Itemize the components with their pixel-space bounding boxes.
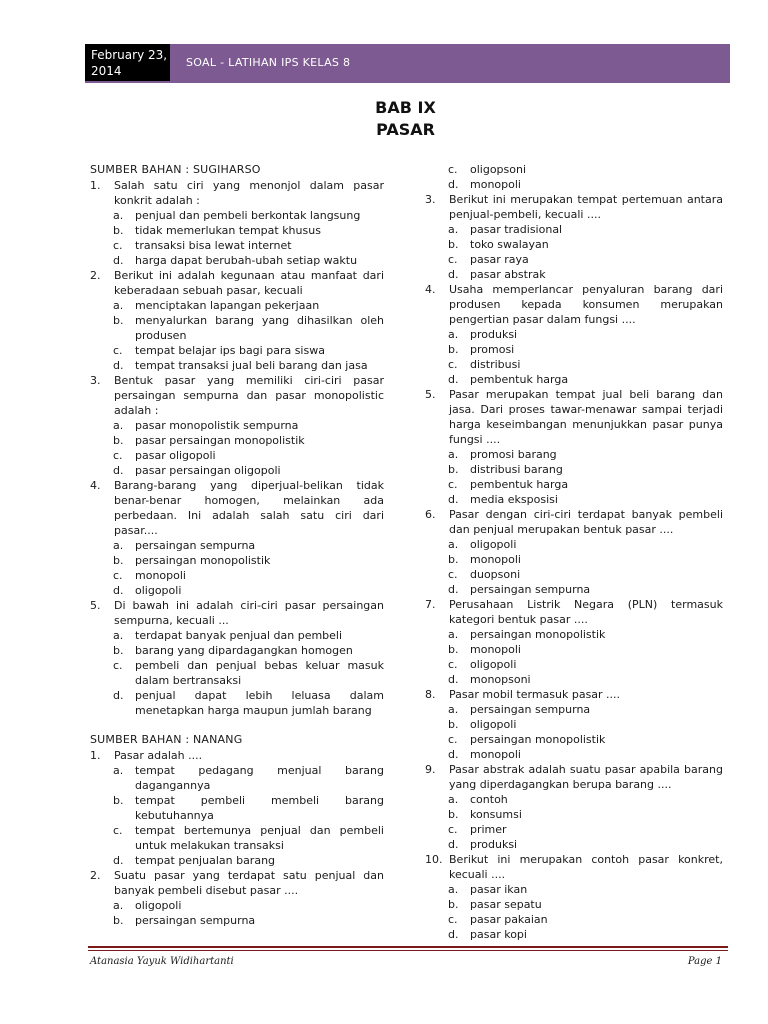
option-text: tempat penjualan barang	[135, 854, 276, 867]
option-letter: c.	[113, 239, 123, 252]
option-text: distribusi barang	[470, 463, 563, 476]
option-letter: a.	[448, 628, 459, 641]
question	[90, 598, 384, 628]
answer-option	[90, 823, 384, 853]
option-letter: d.	[448, 493, 459, 506]
option-text: tempat pembeli membeli barang kebutuhannya	[135, 794, 384, 822]
option-text: monopsoni	[470, 673, 531, 686]
option-letter: a.	[448, 223, 459, 236]
option-letter: c.	[113, 824, 123, 837]
option-letter: a.	[448, 793, 459, 806]
option-letter: a.	[113, 629, 124, 642]
option-letter: d.	[448, 268, 459, 281]
question-number: 7.	[425, 598, 436, 611]
option-letter: c.	[448, 163, 458, 176]
answer-option	[425, 747, 723, 762]
option-letter: b.	[448, 643, 459, 656]
option-text: transaksi bisa lewat internet	[135, 239, 292, 252]
option-text: harga dapat berubah-ubah setiap waktu	[135, 254, 358, 267]
question-number: 4.	[425, 283, 436, 296]
answer-option	[425, 702, 723, 717]
answer-option	[425, 657, 723, 672]
answer-option	[90, 298, 384, 313]
question-number: 5.	[425, 388, 436, 401]
answer-option	[425, 897, 723, 912]
option-text: pasar oligopoli	[135, 449, 216, 462]
option-text: pasar raya	[470, 253, 529, 266]
option-letter: a.	[448, 328, 459, 341]
option-letter: d.	[448, 583, 459, 596]
answer-option	[425, 567, 723, 582]
option-text: produksi	[470, 328, 518, 341]
answer-option	[90, 463, 384, 478]
option-letter: b.	[448, 553, 459, 566]
option-letter: a.	[448, 448, 459, 461]
chapter-title: BAB IX	[375, 98, 436, 117]
option-letter: b.	[113, 434, 124, 447]
option-text: primer	[470, 823, 507, 836]
option-text: pasar monopolistik sempurna	[135, 419, 299, 432]
option-text: barang yang dipardagangkan homogen	[135, 644, 353, 657]
option-letter: a.	[113, 209, 124, 222]
option-text: oligopoli	[470, 658, 517, 671]
right-column	[425, 162, 723, 942]
option-letter: b.	[113, 914, 124, 927]
option-letter: a.	[113, 419, 124, 432]
answer-option	[425, 372, 723, 387]
question	[425, 762, 723, 792]
question	[425, 852, 723, 882]
question	[90, 373, 384, 418]
answer-option	[425, 462, 723, 477]
topic-title: PASAR	[376, 120, 435, 139]
answer-option	[90, 358, 384, 373]
option-text: pasar tradisional	[470, 223, 563, 236]
option-text: oligopsoni	[470, 163, 527, 176]
answer-option	[90, 913, 384, 928]
answer-option	[90, 898, 384, 913]
answer-option	[425, 552, 723, 567]
answer-option	[425, 672, 723, 687]
option-text: duopsoni	[470, 568, 521, 581]
question-text: Salah satu ciri yang menonjol dalam pasar konkrit adalah :	[114, 179, 384, 207]
question	[425, 282, 723, 327]
option-text: monopoli	[135, 569, 186, 582]
option-letter: c.	[448, 358, 458, 371]
question-number: 2.	[90, 269, 101, 282]
answer-option	[90, 628, 384, 643]
answer-option	[425, 327, 723, 342]
answer-option	[90, 568, 384, 583]
option-text: penjual dan pembeli berkontak langsung	[135, 209, 361, 222]
option-letter: c.	[448, 478, 458, 491]
footer-page-number: Page 1	[687, 956, 722, 967]
option-letter: a.	[448, 703, 459, 716]
answer-option	[425, 807, 723, 822]
question-text: Pasar abstrak adalah suatu pasar apabila barang yang diperdagangkan berupa barang ....	[449, 763, 723, 791]
answer-option	[425, 642, 723, 657]
option-text: pasar abstrak	[470, 268, 546, 281]
question-text: Berikut ini adalah kegunaan atau manfaat dari keberadaan sebuah pasar, kecuali	[114, 269, 384, 297]
option-letter: c.	[448, 253, 458, 266]
answer-option	[425, 222, 723, 237]
option-letter: b.	[448, 808, 459, 821]
header-rule	[85, 81, 730, 83]
option-letter: b.	[113, 644, 124, 657]
option-letter: c.	[448, 913, 458, 926]
answer-option	[90, 583, 384, 598]
answer-option	[425, 492, 723, 507]
option-text: penjual dapat lebih leluasa dalam menetapkan harga maupun jumlah barang	[135, 689, 384, 717]
option-text: pasar sepatu	[470, 898, 542, 911]
option-letter: b.	[113, 314, 124, 327]
source-heading: SUMBER BAHAN : SUGIHARSO	[90, 163, 261, 176]
answer-option	[425, 177, 723, 192]
answer-option	[425, 732, 723, 747]
option-letter: c.	[448, 568, 458, 581]
option-letter: c.	[113, 569, 123, 582]
option-text: konsumsi	[470, 808, 522, 821]
question-text: Pasar merupakan tempat jual beli barang dan jasa. Dari proses tawar-menawar sampai terjadi harga keseimbangan menunjukkan pasar punya fungsi ....	[449, 388, 723, 446]
question-number: 1.	[90, 179, 101, 192]
source-heading: SUMBER BAHAN : NANANG	[90, 733, 243, 746]
option-letter: d.	[448, 373, 459, 386]
option-text: pembeli dan penjual bebas keluar masuk dalam bertransaksi	[135, 659, 384, 687]
answer-option	[90, 793, 384, 823]
answer-option	[425, 792, 723, 807]
option-text: tempat transaksi jual beli barang dan jasa	[135, 359, 368, 372]
answer-option	[425, 237, 723, 252]
answer-option	[425, 837, 723, 852]
option-letter: c.	[113, 659, 123, 672]
question-number: 3.	[425, 193, 436, 206]
option-text: persaingan sempurna	[470, 703, 591, 716]
answer-option	[90, 448, 384, 463]
option-text: persaingan sempurna	[470, 583, 591, 596]
option-text: pembentuk harga	[470, 373, 569, 386]
header-date: February 23, 2014	[85, 44, 170, 82]
question-text: Suatu pasar yang terdapat satu penjual dan banyak pembeli disebut pasar ....	[114, 869, 384, 897]
answer-option	[90, 763, 384, 793]
question	[425, 507, 723, 537]
option-letter: b.	[448, 718, 459, 731]
answer-option	[90, 418, 384, 433]
option-letter: a.	[113, 539, 124, 552]
option-text: persaingan monopolistik	[470, 733, 606, 746]
option-text: menyalurkan barang yang dihasilkan oleh produsen	[135, 314, 384, 342]
option-letter: d.	[113, 254, 124, 267]
question	[425, 192, 723, 222]
option-text: tempat pedagang menjual barang dagangannya	[135, 764, 384, 792]
document-title	[0, 97, 768, 141]
option-text: contoh	[470, 793, 508, 806]
answer-option	[90, 223, 384, 238]
option-text: pasar persaingan oligopoli	[135, 464, 281, 477]
question	[90, 868, 384, 898]
option-letter: a.	[113, 299, 124, 312]
option-letter: c.	[113, 344, 123, 357]
option-letter: d.	[113, 464, 124, 477]
question	[90, 178, 384, 208]
option-text: pasar kopi	[470, 928, 527, 941]
option-letter: c.	[448, 658, 458, 671]
option-letter: b.	[448, 238, 459, 251]
answer-option	[425, 582, 723, 597]
question-text: Pasar mobil termasuk pasar ....	[449, 688, 621, 701]
option-text: pasar ikan	[470, 883, 528, 896]
option-text: oligopoli	[135, 899, 182, 912]
answer-option	[425, 822, 723, 837]
question-text: Bentuk pasar yang memiliki ciri-ciri pasar persaingan sempurna dan pasar monopolistic adalah :	[114, 374, 384, 417]
answer-option	[90, 853, 384, 868]
option-text: pasar persaingan monopolistik	[135, 434, 305, 447]
question-text: Berikut ini merupakan tempat pertemuan antara penjual-pembeli, kecuali ....	[449, 193, 723, 221]
option-text: terdapat banyak penjual dan pembeli	[135, 629, 343, 642]
option-text: distribusi	[470, 358, 521, 371]
question	[425, 687, 723, 702]
option-letter: a.	[448, 538, 459, 551]
option-text: monopoli	[470, 178, 521, 191]
question-number: 2.	[90, 869, 101, 882]
option-letter: b.	[113, 224, 124, 237]
question	[90, 748, 384, 763]
option-letter: c.	[448, 823, 458, 836]
option-text: monopoli	[470, 553, 521, 566]
option-text: menciptakan lapangan pekerjaan	[135, 299, 320, 312]
option-text: persaingan sempurna	[135, 539, 256, 552]
answer-option	[425, 447, 723, 462]
option-letter: d.	[448, 928, 459, 941]
page-header	[85, 44, 730, 82]
answer-option	[90, 253, 384, 268]
question	[425, 597, 723, 627]
option-letter: d.	[113, 854, 124, 867]
question-number: 4.	[90, 479, 101, 492]
footer-author: Atanasia Yayuk Widihartanti	[90, 956, 234, 967]
option-text: oligopoli	[135, 584, 182, 597]
option-letter: d.	[113, 689, 124, 702]
question-number: 10.	[425, 853, 443, 866]
option-text: persaingan monopolistik	[135, 554, 271, 567]
option-letter: c.	[448, 733, 458, 746]
answer-option	[425, 912, 723, 927]
option-letter: b.	[448, 898, 459, 911]
option-text: tempat bertemunya penjual dan pembeli untuk melakukan transaksi	[135, 824, 384, 852]
question	[425, 387, 723, 447]
option-letter: b.	[113, 794, 124, 807]
answer-option	[90, 238, 384, 253]
question-text: Perusahaan Listrik Negara (PLN) termasuk kategori bentuk pasar ....	[449, 598, 723, 626]
option-text: tidak memerlukan tempat khusus	[135, 224, 321, 237]
footer-rule	[88, 946, 728, 948]
option-text: oligopoli	[470, 718, 517, 731]
question-text: Barang-barang yang diperjual-belikan tidak benar-benar homogen, melainkan ada perbedaan. Ini adalah salah satu ciri dari pasar....	[114, 479, 384, 537]
option-letter: b.	[113, 554, 124, 567]
option-text: persaingan sempurna	[135, 914, 256, 927]
answer-option	[425, 717, 723, 732]
option-letter: b.	[448, 343, 459, 356]
option-text: promosi barang	[470, 448, 557, 461]
option-letter: c.	[113, 449, 123, 462]
answer-option	[425, 342, 723, 357]
answer-option	[90, 208, 384, 223]
answer-option	[90, 553, 384, 568]
option-letter: d.	[448, 178, 459, 191]
option-letter: d.	[448, 838, 459, 851]
question-number: 6.	[425, 508, 436, 521]
footer-rule-thin	[88, 950, 728, 951]
option-text: monopoli	[470, 748, 521, 761]
answer-option	[90, 643, 384, 658]
option-text: media eksposisi	[470, 493, 558, 506]
answer-option	[425, 267, 723, 282]
option-letter: a.	[113, 764, 124, 777]
option-text: monopoli	[470, 643, 521, 656]
option-text: persaingan monopolistik	[470, 628, 606, 641]
option-letter: a.	[448, 883, 459, 896]
option-letter: d.	[448, 673, 459, 686]
option-text: toko swalayan	[470, 238, 549, 251]
option-letter: d.	[448, 748, 459, 761]
answer-option	[425, 627, 723, 642]
option-text: tempat belajar ips bagi para siswa	[135, 344, 325, 357]
question	[90, 478, 384, 538]
option-letter: a.	[113, 899, 124, 912]
option-text: pembentuk harga	[470, 478, 569, 491]
answer-option	[90, 433, 384, 448]
answer-option	[425, 162, 723, 177]
question-text: Berikut ini merupakan contoh pasar konkret, kecuali ....	[449, 853, 723, 881]
question-number: 1.	[90, 749, 101, 762]
option-text: promosi	[470, 343, 515, 356]
answer-option	[90, 343, 384, 358]
left-column	[90, 162, 384, 928]
option-letter: d.	[113, 359, 124, 372]
answer-option	[425, 882, 723, 897]
header-title: SOAL - LATIHAN IPS KELAS 8	[170, 44, 730, 82]
answer-option	[425, 927, 723, 942]
answer-option	[90, 313, 384, 343]
answer-option	[425, 537, 723, 552]
option-text: produksi	[470, 838, 518, 851]
question-text: Usaha memperlancar penyaluran barang dari produsen kepada konsumen merupakan pengertian pasar dalam fungsi ....	[449, 283, 723, 326]
question	[90, 268, 384, 298]
question-text: Pasar adalah ....	[114, 749, 203, 762]
question-number: 8.	[425, 688, 436, 701]
question-number: 9.	[425, 763, 436, 776]
answer-option	[90, 688, 384, 718]
answer-option	[425, 252, 723, 267]
answer-option	[425, 477, 723, 492]
question-text: Di bawah ini adalah ciri-ciri pasar persaingan sempurna, kecuali ...	[114, 599, 384, 627]
option-text: oligopoli	[470, 538, 517, 551]
answer-option	[425, 357, 723, 372]
question-number: 3.	[90, 374, 101, 387]
answer-option	[90, 658, 384, 688]
question-text: Pasar dengan ciri-ciri terdapat banyak pembeli dan penjual merupakan bentuk pasar ....	[449, 508, 723, 536]
question-number: 5.	[90, 599, 101, 612]
option-letter: d.	[113, 584, 124, 597]
answer-option	[90, 538, 384, 553]
option-letter: b.	[448, 463, 459, 476]
option-text: pasar pakaian	[470, 913, 548, 926]
